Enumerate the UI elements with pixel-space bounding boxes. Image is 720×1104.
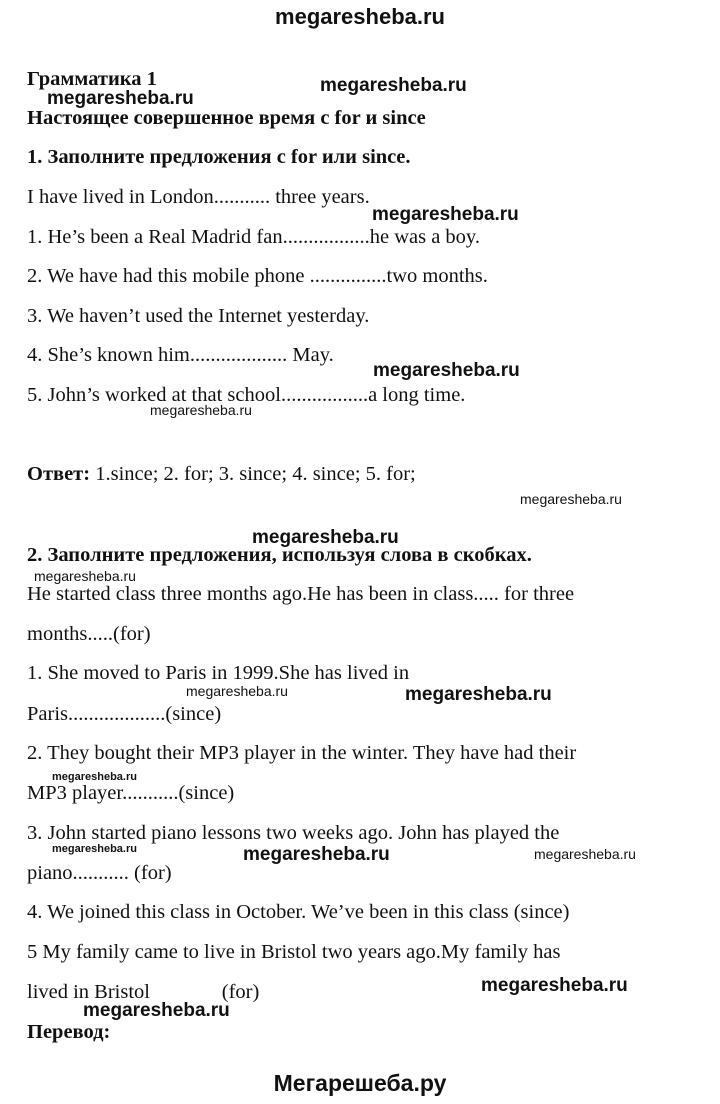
watermark: megaresheba.ru <box>534 846 636 862</box>
site-header: megaresheba.ru <box>275 4 445 29</box>
watermark: megaresheba.ru <box>481 975 628 996</box>
exercise-2-line: Paris...................(since) <box>27 703 222 725</box>
section-subtitle: Настоящее совершенное время с for и since <box>27 107 426 129</box>
exercise-1-example: I have lived in London........... three years. <box>27 186 370 208</box>
watermark: megaresheba.ru <box>252 527 399 548</box>
watermark: megaresheba.ru <box>34 568 136 584</box>
watermark: megaresheba.ru <box>52 843 137 855</box>
exercise-2-line: lived in Bristol (for) <box>27 981 260 1003</box>
exercise-2-line: 1. She moved to Paris in 1999.She has lived in <box>27 662 410 684</box>
answer-text: 1.since; 2. for; 3. since; 4. since; 5. for; <box>90 463 416 485</box>
watermark: megaresheba.ru <box>150 402 252 418</box>
section-title: Грамматика 1 <box>27 68 157 90</box>
watermark: megaresheba.ru <box>186 683 288 699</box>
exercise-1-item: 2. We have had this mobile phone ...............two months. <box>27 265 488 287</box>
exercise-1-item: 1. He’s been a Real Madrid fan.................he was a boy. <box>27 226 480 248</box>
exercise-2-title: 2. Заполните предложения, используя слова в скобках. <box>27 544 532 566</box>
exercise-2-line: 3. John started piano lessons two weeks ago. John has played the <box>27 822 560 844</box>
answer-line <box>27 463 416 486</box>
watermark: megaresheba.ru <box>373 360 520 381</box>
exercise-1-item: 5. John’s worked at that school.................a long time. <box>27 384 466 406</box>
watermark: megaresheba.ru <box>320 75 467 96</box>
watermark: megaresheba.ru <box>243 844 390 865</box>
watermark: megaresheba.ru <box>372 204 519 225</box>
site-footer: Мегарешеба.ру <box>273 1070 447 1096</box>
exercise-1-item: 4. She’s known him................... May. <box>27 344 334 366</box>
watermark: megaresheba.ru <box>52 771 137 783</box>
answer-label: Ответ: <box>27 463 91 485</box>
exercise-2-line: piano........... (for) <box>27 862 172 884</box>
exercise-2-line: He started class three months ago.He has been in class..... for three <box>27 583 575 605</box>
exercise-2-line: 2. They bought their MP3 player in the winter. They have had their <box>27 742 577 764</box>
exercise-1-title: 1. Заполните предложения с for или since. <box>27 146 411 168</box>
watermark: megaresheba.ru <box>47 88 194 109</box>
exercise-2-line: MP3 player...........(since) <box>27 782 235 804</box>
exercise-2-line: 5 My family came to live in Bristol two years ago.My family has <box>27 941 561 963</box>
watermark: megaresheba.ru <box>520 491 622 507</box>
watermark: megaresheba.ru <box>83 1000 230 1021</box>
exercise-1-item: 3. We haven’t used the Internet yesterday. <box>27 305 370 327</box>
watermark: megaresheba.ru <box>405 684 552 705</box>
translation-label: Перевод: <box>27 1021 111 1043</box>
exercise-2-line: months.....(for) <box>27 623 151 645</box>
exercise-2-line: 4. We joined this class in October. We’ve been in this class (since) <box>27 901 570 923</box>
